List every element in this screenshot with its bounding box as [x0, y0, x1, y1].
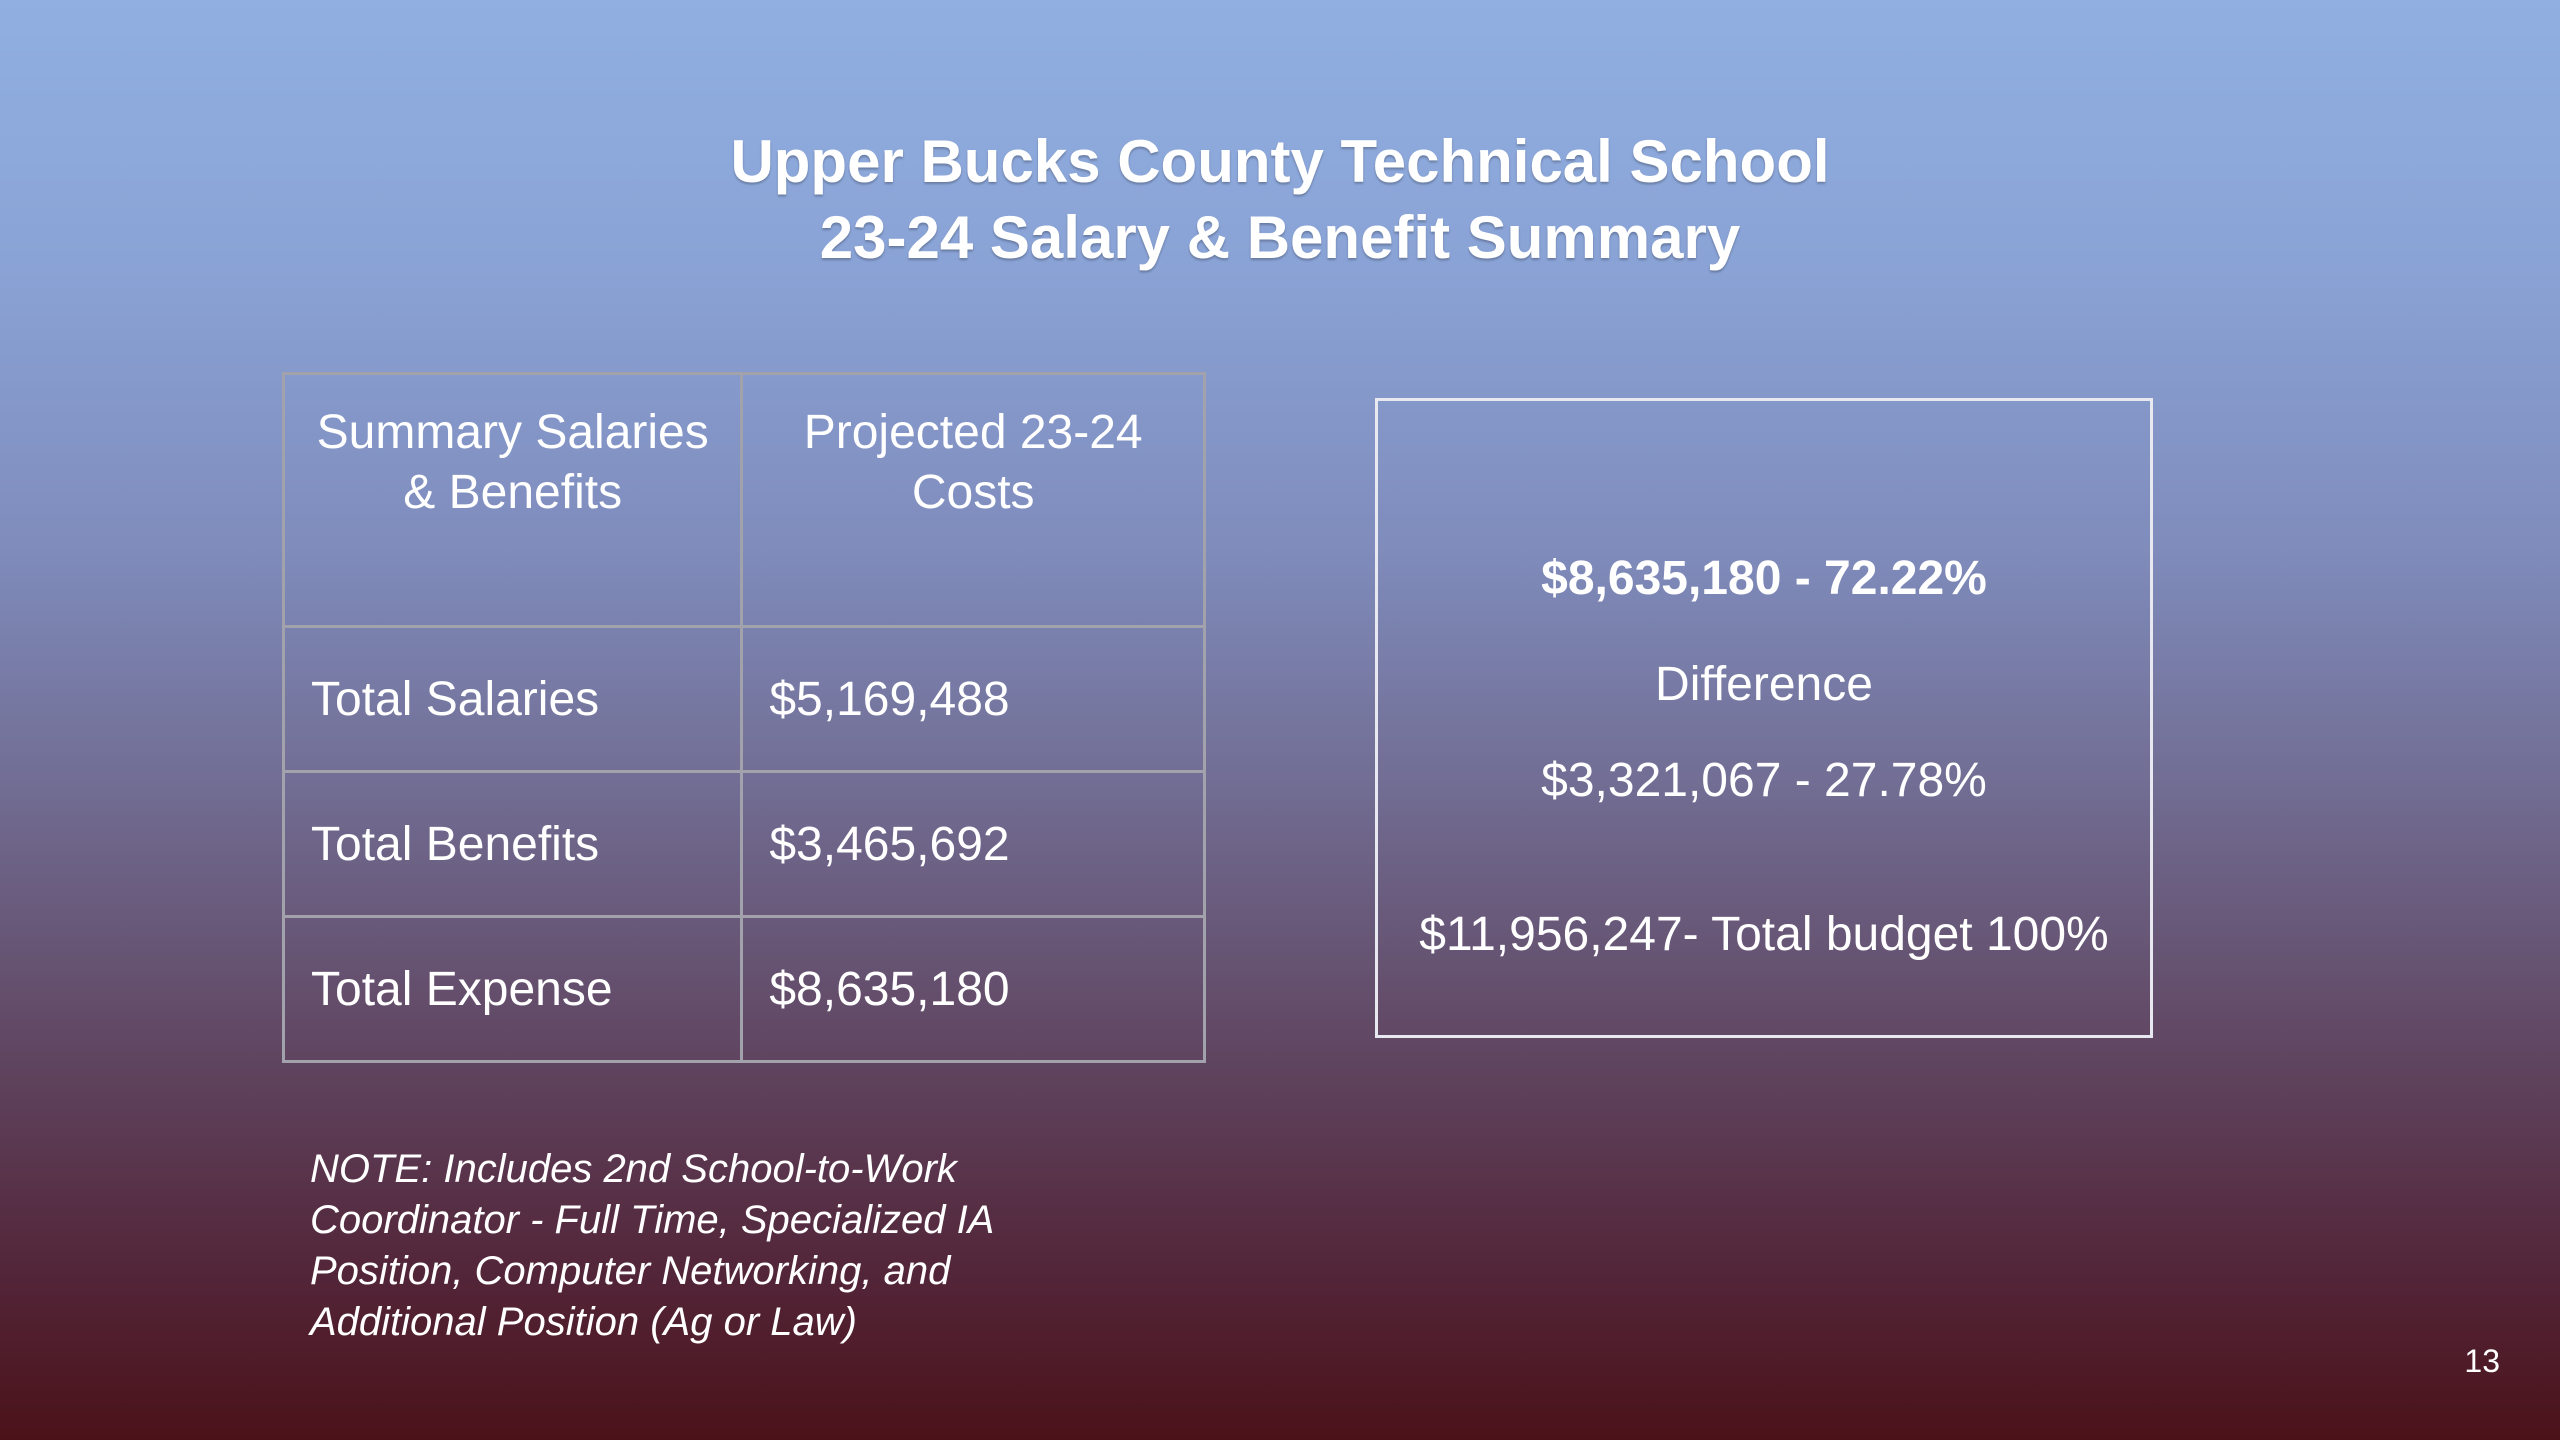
table-row	[284, 627, 1205, 772]
total-budget: $11,956,247- Total budget 100%	[1419, 908, 2109, 961]
slide-title	[0, 124, 2560, 276]
table-row	[284, 772, 1205, 917]
table-header-row	[284, 374, 1205, 627]
difference-label: Difference	[1655, 658, 1873, 711]
row-label-total-expense: Total Expense	[284, 917, 742, 1062]
row-value-total-expense: $8,635,180	[742, 917, 1205, 1062]
page-number: 13	[2464, 1343, 2500, 1379]
row-label-total-salaries: Total Salaries	[284, 627, 742, 772]
salary-benefit-table	[282, 372, 1206, 1063]
table-row-total	[284, 917, 1205, 1062]
title-line-1: Upper Bucks County Technical School	[730, 128, 1830, 195]
budget-summary-box	[1375, 398, 2153, 1038]
footnote: NOTE: Includes 2nd School-to-Work Coordinator - Full Time, Specialized IA Position, Computer Networking, and Additional Position (Ag or Law)	[310, 1147, 993, 1344]
row-value-total-benefits: $3,465,692	[742, 772, 1205, 917]
table-header-summary: Summary Salaries & Benefits	[284, 374, 742, 627]
salary-benefit-share: $8,635,180 - 72.22%	[1541, 552, 1987, 605]
table-header-projected-costs: Projected 23-24 Costs	[742, 374, 1205, 627]
title-line-2: 23-24 Salary & Benefit Summary	[819, 204, 1741, 271]
row-label-total-benefits: Total Benefits	[284, 772, 742, 917]
difference-value: $3,321,067 - 27.78%	[1541, 754, 1987, 807]
row-value-total-salaries: $5,169,488	[742, 627, 1205, 772]
